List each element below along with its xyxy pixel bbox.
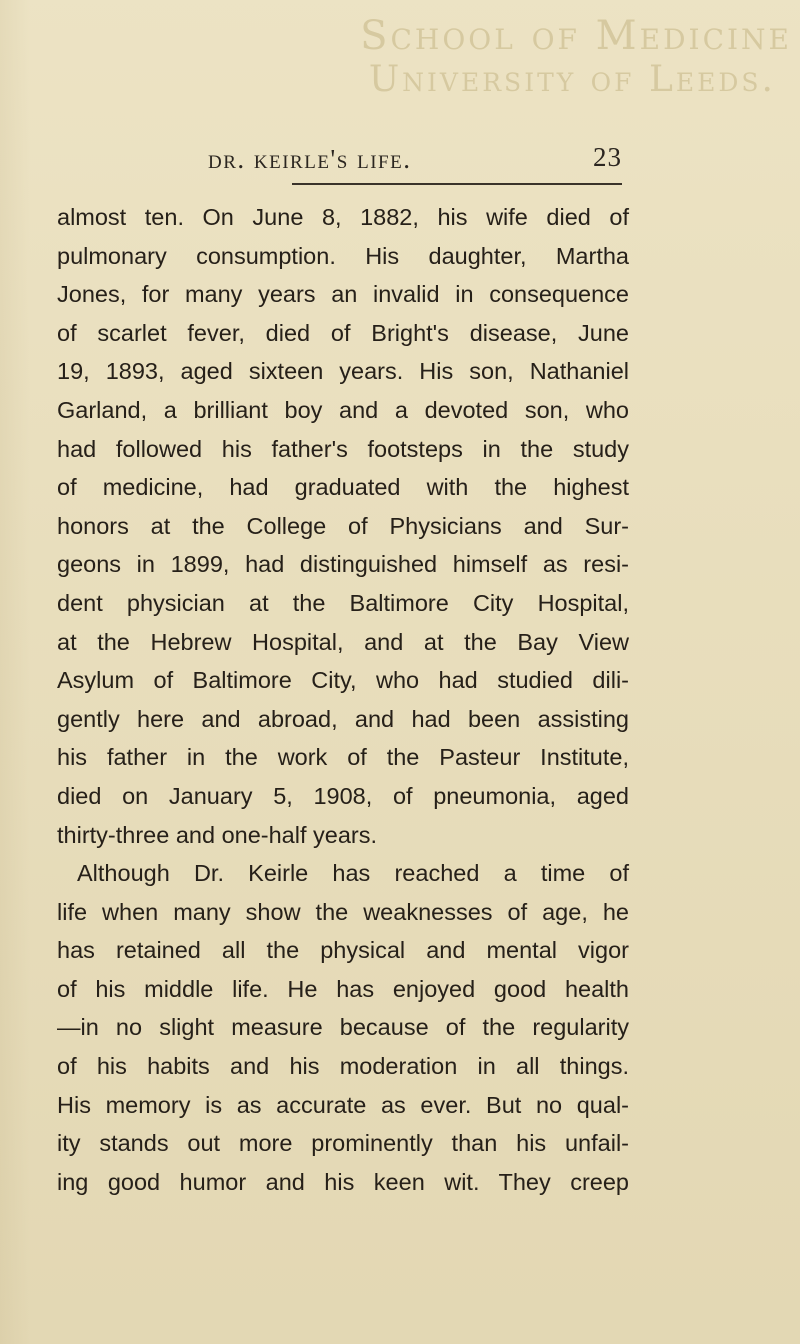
stamp-line-1: School of Medicine bbox=[360, 13, 792, 59]
text-line: his father in the work of the Pasteur Institute, bbox=[57, 744, 629, 771]
running-header bbox=[172, 142, 622, 176]
text-line: Jones, for many years an invalid in consequence bbox=[57, 281, 629, 308]
text-line: 19, 1893, aged sixteen years. His son, Nathaniel bbox=[57, 358, 629, 385]
text-line: Asylum of Baltimore City, who had studied dili- bbox=[57, 667, 629, 694]
text-line: honors at the College of Physicians and Sur- bbox=[57, 512, 629, 539]
text-line: ing good humor and his keen wit. They creep bbox=[57, 1168, 629, 1195]
body-text bbox=[57, 198, 629, 1201]
text-line: of scarlet fever, died of Bright's disease, June bbox=[57, 319, 629, 346]
text-line: of his habits and his moderation in all things. bbox=[57, 1053, 629, 1080]
text-line: gently here and abroad, and had been assisting bbox=[57, 705, 629, 732]
text-line: life when many show the weaknesses of age, he bbox=[57, 898, 629, 925]
text-line: Garland, a brilliant boy and a devoted son, who bbox=[57, 396, 629, 423]
text-line: of medicine, had graduated with the highest bbox=[57, 474, 629, 501]
header-rule bbox=[292, 183, 622, 185]
library-stamp bbox=[280, 14, 800, 102]
text-line: has retained all the physical and mental vigor bbox=[57, 937, 629, 964]
text-line: at the Hebrew Hospital, and at the Bay View bbox=[57, 628, 629, 655]
running-title: dr. keirle's life. bbox=[208, 144, 412, 174]
text-line: died on January 5, 1908, of pneumonia, aged bbox=[57, 782, 629, 809]
text-line: —in no slight measure because of the regularity bbox=[57, 1014, 629, 1041]
paragraph-start-line: Although Dr. Keirle has reached a time of bbox=[77, 860, 629, 887]
text-line: had followed his father's footsteps in the study bbox=[57, 435, 629, 462]
text-line: His memory is as accurate as ever. But no qual- bbox=[57, 1091, 629, 1118]
paragraph-end-line: thirty-three and one-half years. bbox=[57, 821, 378, 848]
text-line: dent physician at the Baltimore City Hospital, bbox=[57, 589, 629, 616]
text-line: of his middle life. He has enjoyed good health bbox=[57, 975, 629, 1002]
page-number: 23 bbox=[593, 142, 622, 172]
text-line: ity stands out more prominently than his unfail- bbox=[57, 1130, 629, 1157]
stamp-line-2: University of Leeds. bbox=[368, 59, 776, 100]
text-line: geons in 1899, had distinguished himself as resi- bbox=[57, 551, 629, 578]
text-line: almost ten. On June 8, 1882, his wife died of bbox=[57, 204, 629, 230]
text-line: pulmonary consumption. His daughter, Martha bbox=[57, 242, 629, 269]
